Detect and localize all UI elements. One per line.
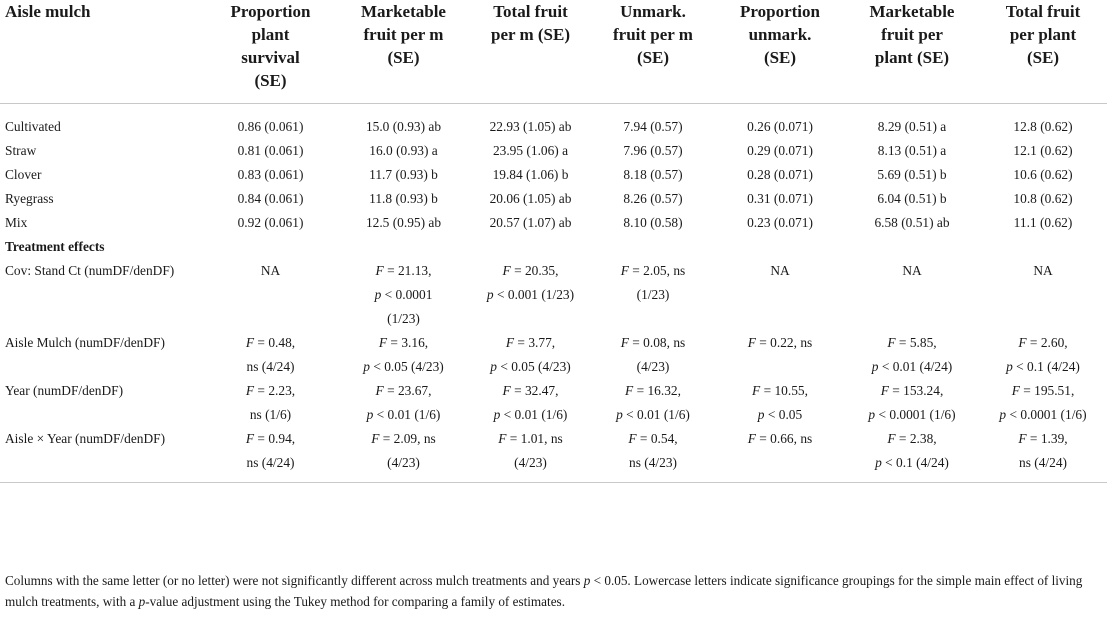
effect-cell-line: F = 2.23, (245, 383, 296, 398)
section-row (0, 235, 1107, 259)
effect-cell (337, 427, 470, 483)
footnote-text: Columns with the same letter (or no letter) were not significantly different across mulch treatments and years p < 0.05. Lowercase letters indicate significance groupings for the simple main effect of living mulch treatments, with a p-value adjustment using the Tukey method for comparing a family of estimates. (5, 573, 1083, 609)
effect-cell (845, 259, 979, 331)
header-marketable-fruit-per-plant: Marketable fruit per plant (SE) (845, 0, 979, 104)
effect-cell-line: p < 0.05 (4/23) (363, 359, 444, 374)
effect-row (0, 427, 1107, 483)
table-cell: 0.92 (0.061) (237, 215, 304, 230)
effect-cell-line: p < 0.1 (4/24) (1006, 359, 1080, 374)
effect-cell (979, 331, 1107, 379)
effect-cell (979, 379, 1107, 427)
effect-cell (845, 427, 979, 483)
effect-cell (470, 379, 591, 427)
effect-cell-line: (4/23) (514, 455, 547, 470)
effect-cell-line: F = 16.32, (625, 383, 681, 398)
header-proportion-plant-survival: Proportion plant survival (SE) (204, 0, 337, 104)
section-title: Treatment effects (5, 239, 105, 254)
effect-cell (204, 379, 337, 427)
table-cell: 7.96 (0.57) (623, 143, 683, 158)
effect-cell-line: ns (1/6) (249, 407, 292, 422)
effect-cell-line: F = 0.94, (245, 431, 296, 446)
table-cell: 0.29 (0.071) (747, 143, 813, 158)
table-cell: 8.10 (0.58) (623, 215, 683, 230)
effect-cell-line: ns (4/24) (246, 359, 295, 374)
table-cell: 12.5 (0.95) ab (365, 215, 442, 230)
effect-row (0, 331, 1107, 379)
effect-cell-line: F = 195.51, (1011, 383, 1075, 398)
effect-cell (715, 427, 845, 483)
effect-cell (591, 331, 715, 379)
row-label: Mix (5, 215, 28, 230)
effect-cell (204, 259, 337, 331)
table-cell: 0.81 (0.061) (237, 143, 304, 158)
header-unmark-fruit-per-m: Unmark. fruit per m (SE) (591, 0, 715, 104)
header-marketable-fruit-per-m: Marketable fruit per m (SE) (337, 0, 470, 104)
table-cell: 0.23 (0.071) (747, 215, 813, 230)
table-row (0, 139, 1107, 163)
table-cell: 8.18 (0.57) (623, 167, 683, 182)
table-cell: 6.58 (0.51) ab (874, 215, 950, 230)
effect-cell (845, 331, 979, 379)
effect-cell-line: F = 32.47, (502, 383, 559, 398)
effect-cell-line: p < 0.01 (1/6) (493, 407, 568, 422)
effect-cell-line: F = 2.05, ns (620, 263, 686, 278)
effect-cell (591, 259, 715, 331)
effect-cell (979, 427, 1107, 483)
effect-cell (470, 427, 591, 483)
table-cell: 0.84 (0.061) (237, 191, 304, 206)
effect-cell-line: (1/23) (387, 311, 420, 326)
effect-label: Aisle × Year (numDF/denDF) (0, 427, 204, 483)
effect-cell-line: F = 1.39, (1018, 431, 1068, 446)
effect-cell-line: F = 2.09, ns (371, 431, 436, 446)
header-total-fruit-per-plant: Total fruit per plant (SE) (979, 0, 1107, 104)
table-cell: 11.8 (0.93) b (369, 191, 438, 206)
effect-cell-line: F = 5.85, (887, 335, 937, 350)
header-proportion-unmark: Proportion unmark. (SE) (715, 0, 845, 104)
table-cell: 11.7 (0.93) b (369, 167, 438, 182)
table-cell: 0.28 (0.071) (747, 167, 813, 182)
row-label: Cultivated (5, 119, 61, 134)
effect-cell (204, 331, 337, 379)
effect-cell (337, 331, 470, 379)
table-cell: 10.6 (0.62) (1013, 167, 1073, 182)
effect-cell-line: p < 0.0001 (374, 287, 433, 302)
effect-cell-line: F = 2.60, (1018, 335, 1068, 350)
effect-cell-line: ns (4/23) (629, 455, 677, 470)
effect-cell-line: F = 21.13, (375, 263, 432, 278)
table-cell: 12.1 (0.62) (1013, 143, 1073, 158)
table-cell: 6.04 (0.51) b (877, 191, 947, 206)
effect-cell-line: p < 0.05 (4/23) (490, 359, 571, 374)
effect-cell-line: F = 0.54, (628, 431, 678, 446)
table-cell: 19.84 (1.06) b (492, 167, 569, 182)
table-row (0, 211, 1107, 235)
row-label: Ryegrass (5, 191, 54, 206)
table-row (0, 115, 1107, 139)
table-cell: 22.93 (1.05) ab (489, 119, 572, 134)
table-cell: 0.83 (0.061) (237, 167, 304, 182)
effect-cell-line: p < 0.0001 (1/6) (999, 407, 1087, 422)
effect-cell (979, 259, 1107, 331)
effect-label: Aisle Mulch (numDF/denDF) (5, 335, 165, 350)
table-cell: 0.31 (0.071) (747, 191, 813, 206)
effect-cell (591, 427, 715, 483)
effect-cell (470, 259, 591, 331)
table-cell: 16.0 (0.93) a (369, 143, 438, 158)
effect-cell-line: NA (260, 263, 281, 278)
effect-label: Cov: Stand Ct (numDF/denDF) (5, 263, 175, 278)
table-body (0, 104, 1107, 483)
effect-cell-line: F = 3.16, (378, 335, 429, 350)
effect-cell-line: p < 0.0001 (1/6) (868, 407, 956, 422)
effect-cell (845, 379, 979, 427)
header-aisle-mulch: Aisle mulch (0, 0, 204, 104)
row-label: Straw (5, 143, 37, 158)
table-cell: 8.13 (0.51) a (877, 143, 947, 158)
effect-cell (337, 259, 470, 331)
effect-cell (337, 379, 470, 427)
header-row (0, 0, 1107, 104)
effect-cell-line: p < 0.01 (1/6) (616, 407, 690, 422)
effect-cell-line: ns (4/24) (1019, 455, 1067, 470)
effect-label: Year (numDF/denDF) (5, 383, 124, 398)
table-cell: 0.26 (0.071) (747, 119, 813, 134)
effect-cell-line: F = 153.24, (880, 383, 944, 398)
effect-cell-line: F = 1.01, ns (498, 431, 563, 446)
table-cell: 8.26 (0.57) (623, 191, 683, 206)
spacer-row (0, 104, 1107, 116)
table-cell: 8.29 (0.51) a (877, 119, 947, 134)
table-cell: 12.8 (0.62) (1013, 119, 1073, 134)
effect-row (0, 379, 1107, 427)
effect-cell (715, 379, 845, 427)
table-cell: 20.06 (1.05) ab (489, 191, 572, 206)
table-cell: 10.8 (0.62) (1013, 191, 1073, 206)
effect-cell-line: F = 0.22, ns (747, 335, 813, 350)
effect-cell (470, 331, 591, 379)
table-cell: 7.94 (0.57) (623, 119, 683, 134)
table-cell: 20.57 (1.07) ab (489, 215, 572, 230)
table-footnote (5, 570, 1100, 612)
effect-cell (591, 379, 715, 427)
effect-cell-line: (4/23) (387, 455, 420, 470)
table-cell: 5.69 (0.51) b (877, 167, 947, 182)
effect-cell-line: F = 20.35, (502, 263, 559, 278)
effect-cell-line: p < 0.01 (1/6) (366, 407, 441, 422)
effect-cell-line: p < 0.05 (757, 407, 803, 422)
effect-cell-line: NA (1033, 263, 1053, 278)
effect-row (0, 259, 1107, 331)
effect-cell-line: p < 0.001 (1/23) (486, 287, 575, 302)
effect-cell (715, 259, 845, 331)
effect-cell-line: F = 10.55, (752, 383, 808, 398)
row-label: Clover (5, 167, 42, 182)
effect-cell-line: F = 2.38, (887, 431, 937, 446)
table-row (0, 163, 1107, 187)
table-row (0, 187, 1107, 211)
effect-cell-line: NA (770, 263, 790, 278)
effect-cell-line: (1/23) (636, 287, 670, 302)
effect-cell-line: p < 0.1 (4/24) (875, 455, 949, 470)
effect-cell-line: F = 0.66, ns (747, 431, 813, 446)
table-cell: 0.86 (0.061) (237, 119, 304, 134)
effect-cell-line: ns (4/24) (246, 455, 295, 470)
effect-cell-line: F = 0.08, ns (620, 335, 686, 350)
effect-cell-line: F = 23.67, (375, 383, 432, 398)
effect-cell-line: (4/23) (636, 359, 670, 374)
effect-cell (715, 331, 845, 379)
effect-cell-line: p < 0.01 (4/24) (871, 359, 953, 374)
effect-cell-line: F = 0.48, (245, 335, 296, 350)
header-total-fruit-per-m: Total fruit per m (SE) (470, 0, 591, 104)
table-cell: 15.0 (0.93) ab (365, 119, 442, 134)
table-cell: 11.1 (0.62) (1013, 215, 1073, 230)
effect-cell (204, 427, 337, 483)
effect-cell-line: F = 3.77, (505, 335, 556, 350)
effect-cell-line: NA (902, 263, 922, 278)
table-cell: 23.95 (1.06) a (492, 143, 569, 158)
